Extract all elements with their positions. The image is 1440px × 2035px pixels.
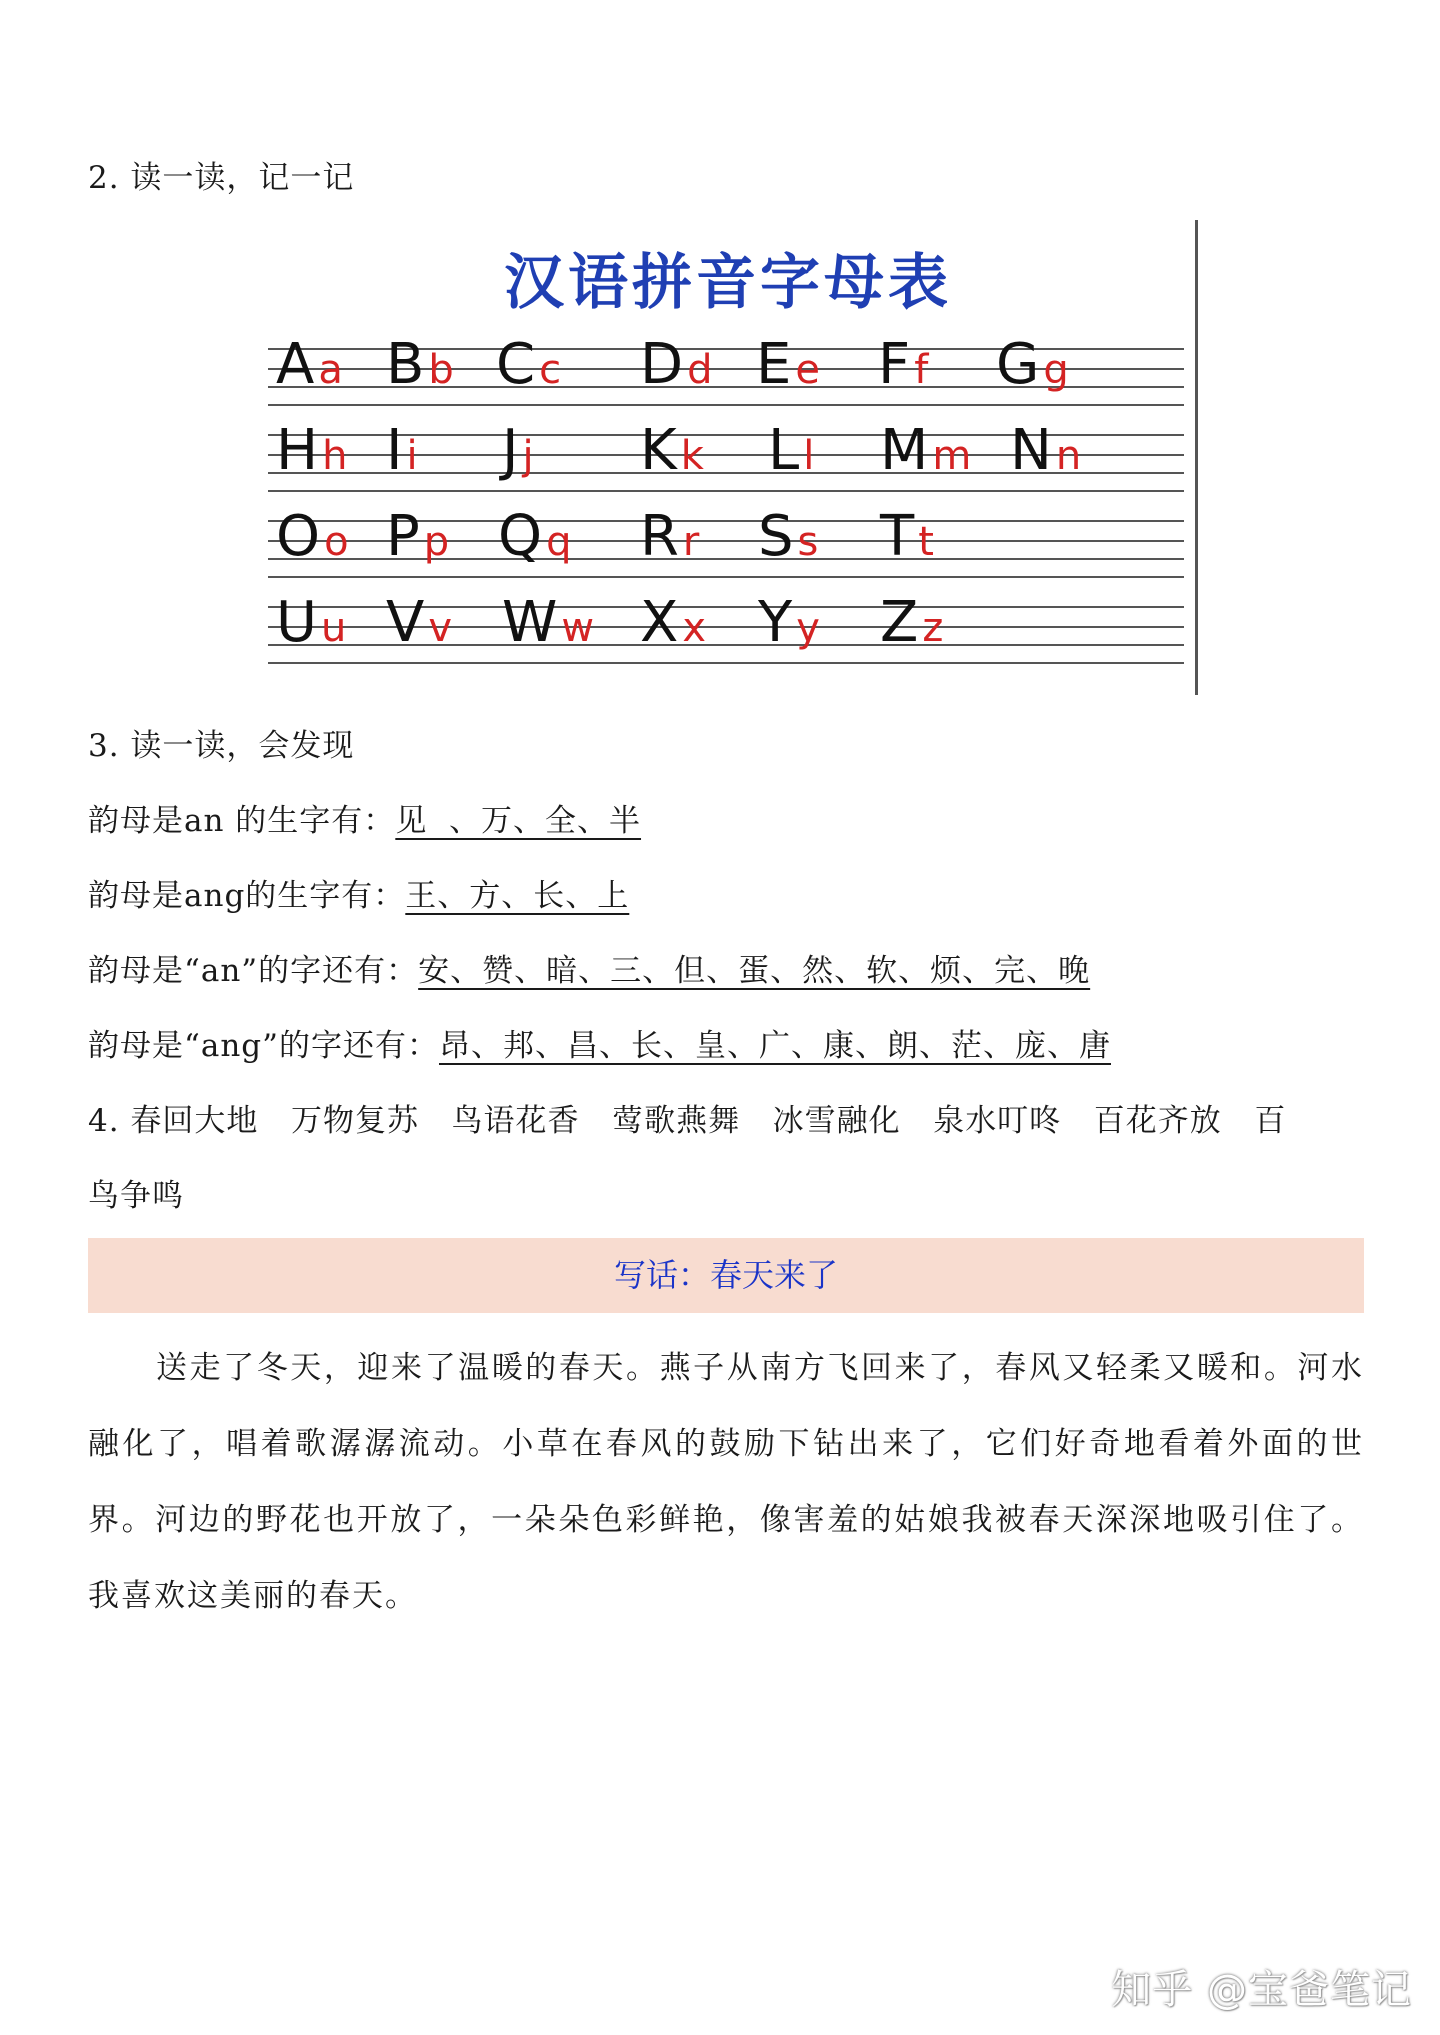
section-2-heading: 2. 读一读，记一记 bbox=[88, 160, 355, 196]
finals-ang-prefix: 韵母是ang的生字有： bbox=[88, 878, 406, 914]
letter-pair bbox=[758, 588, 820, 663]
writing-section-header bbox=[88, 1238, 1364, 1313]
finals-an-prefix: 韵母是an 的生字有： bbox=[88, 803, 396, 839]
letter-pair bbox=[276, 416, 347, 491]
uppercase-letter: P bbox=[386, 504, 420, 569]
lowercase-letter: v bbox=[428, 605, 452, 651]
letter-pair bbox=[640, 588, 706, 663]
letter-pair bbox=[276, 588, 346, 663]
uppercase-letter: U bbox=[276, 590, 317, 655]
finals-ang-answer: 王、方、长、上 bbox=[405, 878, 630, 914]
more-an-line bbox=[88, 951, 1090, 991]
more-ang-answer: 昂、邦、昌、长、皇、广、康、朗、茫、庞、唐 bbox=[439, 1028, 1111, 1064]
lowercase-letter: t bbox=[918, 519, 934, 565]
uppercase-letter: N bbox=[1010, 418, 1052, 483]
letter-pair bbox=[496, 330, 561, 405]
lowercase-letter: x bbox=[682, 605, 707, 651]
lowercase-letter: n bbox=[1055, 433, 1082, 479]
uppercase-letter: C bbox=[496, 332, 536, 397]
uppercase-letter: Q bbox=[498, 504, 543, 569]
alphabet-row bbox=[268, 502, 1184, 572]
uppercase-letter: R bbox=[640, 504, 679, 569]
letter-pair bbox=[880, 502, 934, 577]
lowercase-letter: y bbox=[796, 605, 820, 651]
finals-an-line bbox=[88, 801, 641, 841]
letter-pair bbox=[386, 588, 452, 663]
more-an-prefix: 韵母是“an”的字还有： bbox=[88, 953, 419, 989]
lowercase-letter: u bbox=[321, 605, 347, 651]
lowercase-letter: r bbox=[682, 519, 700, 565]
letter-pair bbox=[386, 502, 449, 577]
finals-an-answer: 见 、万、全、半 bbox=[395, 803, 642, 839]
lowercase-letter: d bbox=[687, 347, 713, 393]
uppercase-letter: G bbox=[996, 332, 1040, 397]
uppercase-letter: L bbox=[768, 418, 800, 483]
uppercase-letter: T bbox=[880, 504, 915, 569]
lowercase-letter: k bbox=[680, 433, 704, 479]
letter-pair bbox=[1010, 416, 1081, 491]
uppercase-letter: M bbox=[880, 418, 929, 483]
lowercase-letter: w bbox=[561, 605, 595, 651]
letter-pair bbox=[502, 588, 594, 663]
uppercase-letter: V bbox=[386, 590, 425, 655]
uppercase-letter: Y bbox=[758, 590, 793, 655]
section-3-heading: 3. 读一读，会发现 bbox=[88, 728, 355, 764]
uppercase-letter: W bbox=[502, 590, 558, 655]
uppercase-letter: J bbox=[502, 418, 519, 483]
alphabet-row bbox=[268, 416, 1184, 486]
uppercase-letter: I bbox=[386, 418, 403, 483]
lowercase-letter: g bbox=[1043, 347, 1069, 393]
uppercase-letter: E bbox=[756, 332, 792, 397]
letter-pair bbox=[640, 502, 699, 577]
lowercase-letter: q bbox=[546, 519, 572, 565]
uppercase-letter: O bbox=[276, 504, 321, 569]
letter-pair bbox=[276, 330, 343, 405]
lowercase-letter: f bbox=[914, 347, 929, 393]
uppercase-letter: H bbox=[276, 418, 319, 483]
letter-pair bbox=[386, 330, 454, 405]
uppercase-letter: F bbox=[878, 332, 911, 397]
more-ang-prefix: 韵母是“ang”的字还有： bbox=[88, 1028, 439, 1064]
lowercase-letter: l bbox=[803, 433, 815, 479]
lowercase-letter: o bbox=[324, 519, 349, 565]
letter-pair bbox=[498, 502, 571, 577]
lowercase-letter: p bbox=[423, 519, 450, 565]
lowercase-letter: c bbox=[539, 347, 562, 393]
uppercase-letter: Z bbox=[880, 590, 919, 655]
lowercase-letter: e bbox=[795, 347, 820, 393]
letter-pair bbox=[880, 416, 971, 491]
section-4-line-1: 4. 春回大地 万物复苏 鸟语花香 莺歌燕舞 冰雪融化 泉水叮咚 百花齐放 百 bbox=[88, 1103, 1287, 1139]
lowercase-letter: z bbox=[922, 605, 944, 651]
lowercase-letter: s bbox=[797, 519, 819, 565]
more-ang-line bbox=[88, 1026, 1111, 1066]
lowercase-letter: b bbox=[428, 347, 454, 393]
letter-pair bbox=[386, 416, 418, 491]
alphabet-row bbox=[268, 588, 1184, 658]
pinyin-alphabet-chart bbox=[268, 220, 1198, 695]
chart-right-border bbox=[1195, 220, 1198, 695]
chart-title: 汉语拼音字母表 bbox=[504, 248, 952, 318]
lowercase-letter: j bbox=[522, 433, 534, 479]
section-4-line-2: 鸟争鸣 bbox=[88, 1178, 184, 1214]
letter-pair bbox=[640, 416, 704, 491]
uppercase-letter: D bbox=[640, 332, 684, 397]
uppercase-letter: S bbox=[758, 504, 794, 569]
letter-pair bbox=[276, 502, 349, 577]
letter-pair bbox=[756, 330, 820, 405]
letter-pair bbox=[758, 502, 818, 577]
lowercase-letter: m bbox=[932, 433, 972, 479]
letter-pair bbox=[768, 416, 814, 491]
letter-pair bbox=[996, 330, 1069, 405]
letter-pair bbox=[502, 416, 534, 491]
letter-pair bbox=[880, 588, 943, 663]
essay-paragraph: 送走了冬天，迎来了温暖的春天。燕子从南方飞回来了，春风又轻柔又暖和。河水融化了，唱着歌潺潺流动。小草在春风的鼓励下钻出来了，它们好奇地看着外面的世界。河边的野花也开放了，一朵朵色彩鲜艳，像害羞的姑娘我被春天深深地吸引住了。我喜欢这美丽的春天。 bbox=[88, 1350, 1364, 1614]
writing-title: 写话：春天来了 bbox=[613, 1256, 838, 1294]
zhihu-watermark: 知乎 @宝爸笔记 bbox=[1111, 1967, 1412, 2013]
uppercase-letter: A bbox=[276, 332, 315, 397]
uppercase-letter: X bbox=[640, 590, 679, 655]
letter-pair bbox=[878, 330, 928, 405]
lowercase-letter: a bbox=[318, 347, 343, 393]
alphabet-row bbox=[268, 330, 1184, 400]
finals-ang-line bbox=[88, 876, 629, 916]
uppercase-letter: B bbox=[386, 332, 425, 397]
more-an-answer: 安、赞、暗、三、但、蛋、然、软、烦、完、晚 bbox=[418, 953, 1091, 989]
uppercase-letter: K bbox=[640, 418, 677, 483]
lowercase-letter: h bbox=[322, 433, 348, 479]
letter-pair bbox=[640, 330, 713, 405]
lowercase-letter: i bbox=[406, 433, 418, 479]
